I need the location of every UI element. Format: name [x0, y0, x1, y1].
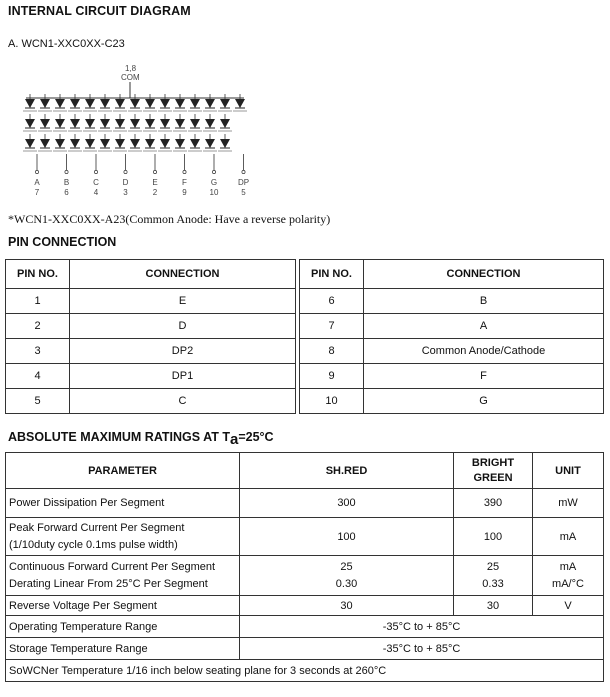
reverse-polarity-note: *WCN1-XXC0XX-A23(Common Anode: Have a reverse polarity) — [8, 212, 331, 226]
pin-row — [300, 289, 604, 314]
segment-pin-label: 2 — [152, 188, 158, 197]
segment-pin-label: 9 — [182, 188, 187, 197]
diode-icon — [160, 99, 170, 108]
segment-label: B — [63, 178, 70, 187]
segment-label: F — [182, 178, 187, 187]
diode-icon — [40, 139, 50, 148]
ratings-row: Peak Forward Current Per Segment (1/10duty cycle 0.1ms pulse width) 100 100 mA — [6, 518, 604, 556]
diode-icon — [160, 139, 170, 148]
pin-connection: C — [70, 389, 296, 414]
heading-absolute-max-ratings: ABSOLUTE MAXIMUM RATINGS AT Ta=25°C — [8, 430, 274, 448]
ratings-row: Operating Temperature Range -35°C to + 85°C — [6, 616, 604, 638]
pin-connection: Common Anode/Cathode — [364, 339, 604, 364]
diode-icon — [40, 119, 50, 128]
segment-label: G — [210, 178, 218, 187]
diode-icon — [25, 99, 35, 108]
diode-icon — [100, 119, 110, 128]
model-label: A. WCN1-XXC0XX-C23 — [8, 38, 125, 50]
pin-table-left — [5, 259, 296, 414]
pin-connection: F — [364, 364, 604, 389]
diode-icon — [70, 99, 80, 108]
ratings-row: Reverse Voltage Per Segment 30 30 V — [6, 596, 604, 616]
diode-array — [23, 94, 247, 174]
pin-connection: E — [70, 289, 296, 314]
diode-icon — [25, 139, 35, 148]
pin-row — [300, 339, 604, 364]
diode-icon — [190, 139, 200, 148]
diode-icon — [130, 99, 140, 108]
segment-label: D — [122, 178, 129, 187]
segment-pin-label: 6 — [64, 188, 69, 197]
pin-number: 3 — [6, 339, 70, 364]
diode-icon — [100, 139, 110, 148]
pin-number: 8 — [300, 339, 364, 364]
diode-icon — [130, 119, 140, 128]
diode-icon — [85, 119, 95, 128]
diode-icon — [220, 99, 230, 108]
segment-labels — [34, 178, 249, 197]
pin-number: 1 — [6, 289, 70, 314]
segment-pin-label: 4 — [93, 188, 99, 197]
pin-row — [6, 314, 296, 339]
pin-number: 9 — [300, 364, 364, 389]
diode-icon — [115, 139, 125, 148]
segment-pin-label: 5 — [241, 188, 246, 197]
pin-row — [300, 364, 604, 389]
pin-connection: B — [364, 289, 604, 314]
pin-number: 4 — [6, 364, 70, 389]
diode-icon — [235, 99, 245, 108]
pin-number: 2 — [6, 314, 70, 339]
heading-pin-connection: PIN CONNECTION — [8, 235, 117, 249]
diode-icon — [70, 119, 80, 128]
pin-connection: DP1 — [70, 364, 296, 389]
diode-icon — [220, 139, 230, 148]
unit-header: UNIT — [533, 453, 604, 489]
pin-number: 5 — [6, 389, 70, 414]
diode-icon — [55, 99, 65, 108]
diode-icon — [55, 139, 65, 148]
parameter-header: PARAMETER — [6, 453, 240, 489]
pin-connection: G — [364, 389, 604, 414]
segment-pin-label: 3 — [123, 188, 128, 197]
pin-connection: DP2 — [70, 339, 296, 364]
soldering-note: SoWCNer Temperature 1/16 inch below seating plane for 3 seconds at 260°C — [6, 660, 604, 682]
segment-label: DP — [237, 178, 250, 187]
diode-icon — [145, 119, 155, 128]
diode-icon — [115, 119, 125, 128]
diode-icon — [220, 119, 230, 128]
segment-label: A — [34, 178, 40, 187]
segment-pin-label: 10 — [209, 188, 219, 197]
ratings-table — [5, 452, 604, 682]
diode-icon — [175, 99, 185, 108]
ratings-row: Continuous Forward Current Per Segment Derating Linear From 25°C Per Segment 25 0.30 25 0.33 mA mA/°C — [6, 556, 604, 596]
pin-table-right — [299, 259, 604, 414]
diode-icon — [175, 139, 185, 148]
pin-row — [300, 389, 604, 414]
pin-number: 6 — [300, 289, 364, 314]
ratings-row: Storage Temperature Range -35°C to + 85°C — [6, 638, 604, 660]
pin-connection: D — [70, 314, 296, 339]
diode-icon — [175, 119, 185, 128]
diode-icon — [85, 99, 95, 108]
pin-row — [300, 314, 604, 339]
ratings-footer-row — [6, 660, 604, 682]
diode-icon — [190, 119, 200, 128]
diode-icon — [70, 139, 80, 148]
pin-no-header: PIN NO. — [300, 260, 364, 289]
segment-label: C — [93, 178, 99, 187]
segment-label: E — [152, 178, 158, 187]
pin-connection: A — [364, 314, 604, 339]
pin-row — [6, 389, 296, 414]
diode-icon — [85, 139, 95, 148]
pin-no-header: PIN NO. — [6, 260, 70, 289]
segment-pin-label: 7 — [34, 188, 40, 197]
sh-red-header: SH.RED — [240, 453, 454, 489]
diode-icon — [145, 99, 155, 108]
diode-icon — [115, 99, 125, 108]
diode-icon — [130, 139, 140, 148]
com-pin-label: 1,8 — [125, 64, 137, 73]
connection-header: CONNECTION — [364, 260, 604, 289]
diode-icon — [40, 99, 50, 108]
pin-number: 7 — [300, 314, 364, 339]
diode-icon — [145, 139, 155, 148]
pin-row — [6, 339, 296, 364]
diode-icon — [205, 139, 215, 148]
heading-internal-circuit: INTERNAL CIRCUIT DIAGRAM — [8, 4, 191, 18]
pin-row — [6, 289, 296, 314]
ratings-row: Power Dissipation Per Segment 300 390 mW — [6, 489, 604, 518]
diode-icon — [205, 99, 215, 108]
com-label: COM — [121, 73, 140, 82]
pin-row — [6, 364, 296, 389]
internal-circuit-diagram — [20, 58, 260, 208]
pin-number: 10 — [300, 389, 364, 414]
diode-icon — [55, 119, 65, 128]
bright-green-header: BRIGHT GREEN — [454, 453, 533, 489]
diode-icon — [160, 119, 170, 128]
diode-icon — [190, 99, 200, 108]
connection-header: CONNECTION — [70, 260, 296, 289]
diode-icon — [205, 119, 215, 128]
diode-icon — [100, 99, 110, 108]
diode-icon — [25, 119, 35, 128]
